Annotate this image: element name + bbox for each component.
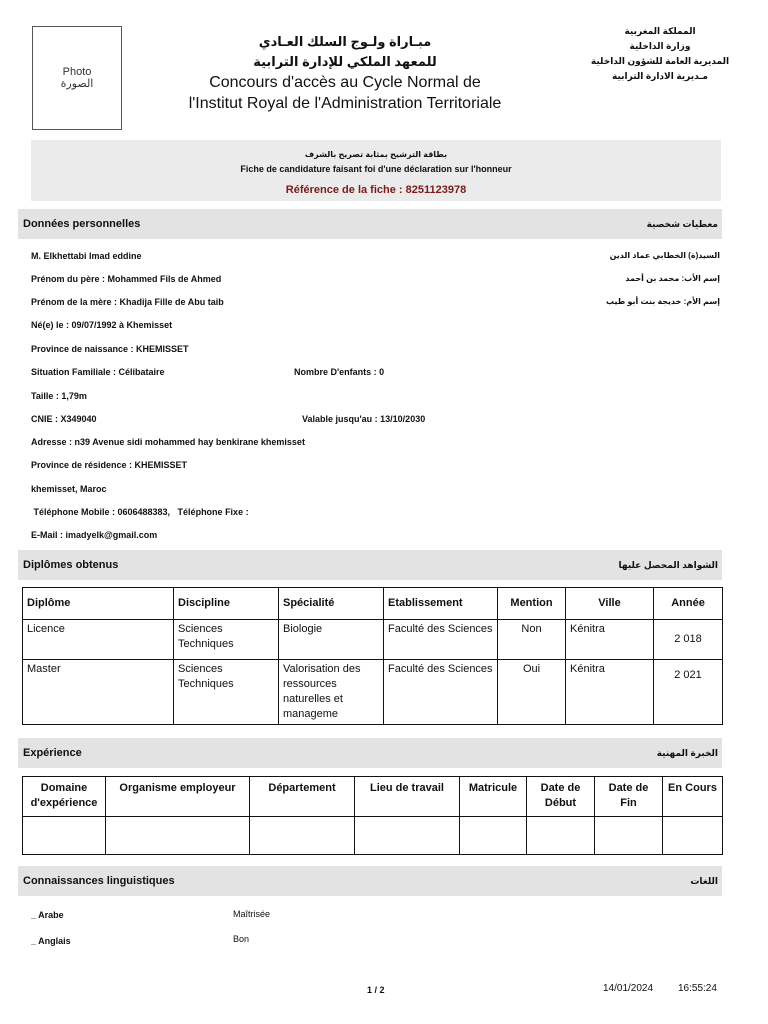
table-cell: Sciences Techniques (174, 620, 279, 660)
column-header: En Cours (663, 777, 723, 817)
banner-title-fr: Fiche de candidature faisant foi d'une déclaration sur l'honneur (240, 164, 512, 174)
title-ar-line2: للمعهد الملكي للإدارة الترابية (253, 54, 437, 69)
form-banner (31, 140, 721, 201)
section-diplomas (18, 550, 722, 580)
document-title (150, 32, 540, 114)
table-cell: Non (498, 620, 566, 660)
title-fr-line2: l'Institut Royal de l'Administration Territoriale (188, 95, 502, 112)
residence-province: Province de résidence : KHEMISSET (31, 460, 188, 470)
table-cell: Oui (498, 660, 566, 725)
table-cell (355, 817, 460, 855)
experience-table (22, 776, 723, 855)
column-header: Lieu de travail (355, 777, 460, 817)
birth-province: Province de naissance : KHEMISSET (31, 344, 189, 354)
table-row (23, 817, 723, 855)
section-title: Données personnelles (23, 218, 141, 230)
candidate-name: M. Elkhettabi Imad eddine (31, 251, 142, 261)
email: E-Mail : imadyelk@gmail.com (31, 530, 158, 540)
table-header-row (23, 588, 723, 620)
print-time: 16:55:24 (678, 983, 717, 994)
photo-placeholder (32, 26, 122, 130)
column-header: Discipline (174, 588, 279, 620)
section-languages (18, 866, 722, 896)
language-level: Bon (233, 934, 250, 944)
table-cell (106, 817, 250, 855)
diplomas-table (22, 587, 723, 725)
table-cell: Master (23, 660, 174, 725)
table-cell: 2 021 (654, 660, 723, 725)
table-header-row (23, 777, 723, 817)
ministry-line: المديرية العامة للشؤون الداخلية (590, 56, 730, 66)
table-cell: Valorisation des ressources naturelles et manageme (279, 660, 384, 725)
table-cell: 2 018 (654, 620, 723, 660)
section-experience (18, 738, 722, 768)
print-date: 14/01/2024 (603, 983, 654, 994)
table-cell: Biologie (279, 620, 384, 660)
candidate-name-ar: السيد(ة) الخطابي عماد الدين (609, 251, 720, 260)
ministry-line: المملكة المغربية (624, 26, 696, 36)
section-title: Expérience (23, 747, 82, 759)
table-row (23, 660, 723, 725)
mother-name-ar: إسم الأم: خديجة بنت أبو طيب (606, 297, 720, 306)
table-cell (250, 817, 355, 855)
mother-name: Prénom de la mère : Khadija Fille de Abu taib (31, 297, 224, 307)
table-cell: Faculté des Sciences (384, 620, 498, 660)
phone-numbers: Téléphone Mobile : 0606488383, Téléphone Fixe : (31, 507, 249, 517)
cnie: CNIE : X349040 (31, 414, 97, 424)
father-name-ar: إسم الأب: محمد بن أحمد (625, 274, 720, 283)
cnie-validity: Valable jusqu'au : 13/10/2030 (302, 414, 426, 424)
section-personal-data (18, 209, 722, 239)
column-header: Département (250, 777, 355, 817)
column-header: Date de Fin (595, 777, 663, 817)
photo-label-ar: الصورة (60, 78, 94, 90)
birth-info: Né(e) le : 09/07/1992 à Khemisset (31, 320, 173, 330)
section-title-ar: الشواهد المحصل عليها (618, 559, 718, 570)
city-country: khemisset, Maroc (31, 484, 107, 494)
table-cell (460, 817, 527, 855)
table-cell (23, 817, 106, 855)
table-cell: Sciences Techniques (174, 660, 279, 725)
ministry-header (560, 24, 760, 84)
column-header: Etablissement (384, 588, 498, 620)
table-cell: Licence (23, 620, 174, 660)
column-header: Année (654, 588, 723, 620)
section-title: Connaissances linguistiques (23, 875, 175, 887)
column-header: Ville (566, 588, 654, 620)
language-name: _ Anglais (31, 936, 71, 946)
section-title-ar: اللغات (690, 875, 718, 886)
ministry-line: مـديرية الادارة الترابية (612, 71, 708, 81)
column-header: Matricule (460, 777, 527, 817)
table-cell: Kénitra (566, 620, 654, 660)
photo-label: Photo (62, 66, 92, 78)
column-header: Date de Début (527, 777, 595, 817)
reference-number: Référence de la fiche : 8251123978 (285, 184, 467, 196)
column-header: Domaine d'expérience (23, 777, 106, 817)
father-name: Prénom du père : Mohammed Fils de Ahmed (31, 274, 222, 284)
table-cell: Faculté des Sciences (384, 660, 498, 725)
banner-title-ar: بطاقة الترشيح بمثابة تصريح بالشرف (304, 150, 448, 159)
table-cell (663, 817, 723, 855)
language-name: _ Arabe (31, 910, 64, 920)
address: Adresse : n39 Avenue sidi mohammed hay benkirane khemisset (31, 437, 305, 447)
table-cell: Kénitra (566, 660, 654, 725)
title-fr-line1: Concours d'accès au Cycle Normal de (209, 74, 481, 91)
language-level: Maîtrisée (233, 909, 271, 919)
table-row (23, 620, 723, 660)
section-title-ar: معطيات شخصية (646, 218, 718, 229)
title-ar-line1: مبـاراة ولـوج السلك العـادي (258, 34, 432, 49)
column-header: Mention (498, 588, 566, 620)
ministry-line: وزارة الداخلية (629, 41, 691, 51)
marital-status: Situation Familiale : Célibataire (31, 367, 165, 377)
column-header: Diplôme (23, 588, 174, 620)
children-count: Nombre D'enfants : 0 (294, 367, 385, 377)
height: Taille : 1,79m (31, 391, 87, 401)
page-number: 1 / 2 (367, 985, 385, 995)
table-cell (527, 817, 595, 855)
section-title: Diplômes obtenus (23, 559, 119, 571)
section-title-ar: الخبرة المهنية (656, 747, 718, 758)
table-cell (595, 817, 663, 855)
column-header: Spécialité (279, 588, 384, 620)
column-header: Organisme employeur (106, 777, 250, 817)
